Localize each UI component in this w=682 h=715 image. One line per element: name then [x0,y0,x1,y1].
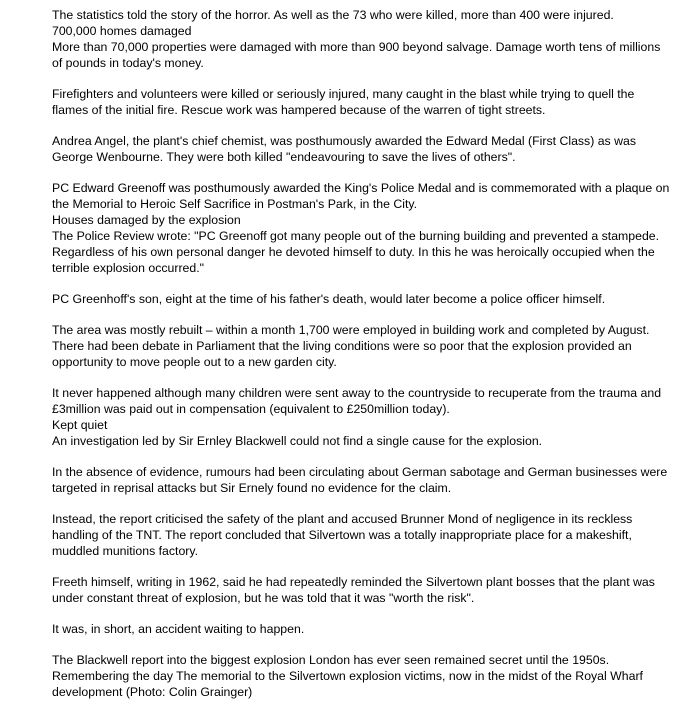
text-line: £3million was paid out in compensation (equivalent to £250million today). [52,402,450,416]
text-line: PC Greenhoff's son, eight at the time of his father's death, would later become a police officer himself. [52,292,606,306]
text-line: of pounds in today's money. [52,56,204,70]
text-line: Andrea Angel, the plant's chief chemist, was posthumously awarded the Edward Medal (First Class) as was [52,134,636,148]
article-paragraph [52,291,677,307]
text-line: Kept quiet [52,418,108,432]
text-line: The Blackwell report into the biggest explosion London has ever seen remained secret until the 1950s. [52,653,610,667]
text-line: Firefighters and volunteers were killed or seriously injured, many caught in the blast while trying to quell the [52,87,635,101]
article-paragraph [52,133,677,165]
text-line: The area was mostly rebuilt – within a month 1,700 were employed in building work and completed by August. [52,323,650,337]
text-line: under constant threat of explosion, but he was told that it was "worth the risk". [52,591,475,605]
article-paragraph [52,86,677,118]
text-line: The Police Review wrote: "PC Greenoff got many people out of the burning building and prevented a stampede. [52,229,660,243]
article-paragraph [52,322,677,370]
text-line: muddled munitions factory. [52,544,199,558]
text-line: opportunity to move people out to a new garden city. [52,355,337,369]
text-line: handling of the TNT. The report concluded that Silvertown was a totally inappropriate place for a makeshift, [52,528,632,542]
article-body [52,7,677,715]
text-line: The statistics told the story of the horror. As well as the 73 who were killed, more than 400 were injured. [52,8,614,22]
text-line: Freeth himself, writing in 1962, said he had repeatedly reminded the Silvertown plant bosses that the plant was [52,575,655,589]
text-line: 700,000 homes damaged [52,24,192,38]
article-paragraph [52,652,677,700]
article-paragraph [52,511,677,559]
article-paragraph [52,621,677,637]
text-line: flames of the initial fire. Rescue work was hampered because of the warren of tight streets. [52,103,546,117]
text-line: George Wenbourne. They were both killed "endeavouring to save the lives of others". [52,150,516,164]
text-line: More than 70,000 properties were damaged with more than 900 beyond salvage. Damage worth tens of millions [52,40,661,54]
text-line: An investigation led by Sir Ernley Blackwell could not find a single cause for the explosion. [52,434,543,448]
text-line: the Memorial to Heroic Self Sacrifice in Postman's Park, in the City. [52,197,418,211]
text-line: Instead, the report criticised the safety of the plant and accused Brunner Mond of negligence in its reckless [52,512,633,526]
text-line: It was, in short, an accident waiting to happen. [52,622,305,636]
article-paragraph [52,385,677,449]
article-paragraph [52,180,677,276]
text-line: There had been debate in Parliament that the living conditions were so poor that the explosion provided an [52,339,632,353]
text-line: Remembering the day The memorial to the Silvertown explosion victims, now in the midst of the Royal Wharf [52,669,643,683]
text-line: Houses damaged by the explosion [52,213,241,227]
article-paragraph [52,464,677,496]
text-line: PC Edward Greenoff was posthumously awarded the King's Police Medal and is commemorated with a plaque on [52,181,670,195]
text-line: terrible explosion occurred." [52,261,204,275]
article-paragraph [52,7,677,71]
text-line: It never happened although many children were sent away to the countryside to recuperate from the trauma and [52,386,662,400]
text-line: In the absence of evidence, rumours had been circulating about German sabotage and German businesses were [52,465,668,479]
text-line: Regardless of his own personal danger he devoted himself to duty. In this he was heroically occupied when the [52,245,655,259]
text-line: targeted in reprisal attacks but Sir Ernely found no evidence for the claim. [52,481,452,495]
text-line: development (Photo: Colin Grainger) [52,685,253,699]
article-paragraph [52,574,677,606]
